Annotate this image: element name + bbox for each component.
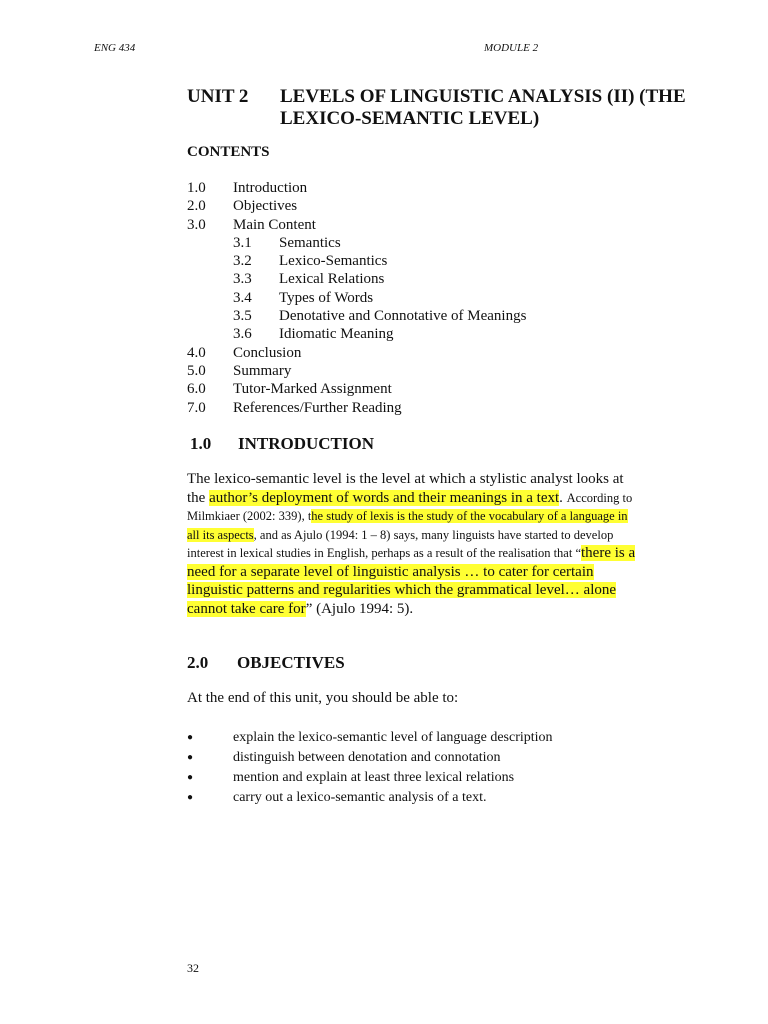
bullet-icon: ●: [187, 752, 194, 763]
toc-subitem: [187, 252, 637, 270]
toc-number: 3.3: [233, 271, 252, 288]
toc-label: Semantics: [279, 234, 341, 251]
toc-label: Lexical Relations: [279, 271, 385, 288]
section-number: 2.0: [187, 653, 209, 672]
toc-item: [187, 197, 637, 215]
highlighted-text: author’s deployment of words and their meanings in a text: [209, 489, 560, 506]
bullet-icon: ●: [187, 772, 194, 783]
toc-label: Conclusion: [233, 344, 302, 361]
toc-number: 1.0: [187, 180, 206, 196]
toc-label: Introduction: [233, 180, 308, 196]
section-title: INTRODUCTION: [238, 434, 375, 453]
table-of-contents: [187, 179, 637, 417]
toc-number: 3.5: [233, 308, 252, 325]
toc-item: [187, 344, 637, 362]
toc-label: References/Further Reading: [233, 399, 402, 416]
toc-subitem: [187, 307, 637, 325]
objectives-lead: At the end of this unit, you should be able to:: [187, 690, 459, 706]
section-number: 1.0: [190, 434, 212, 453]
bullet-icon: ●: [187, 792, 194, 803]
list-item: [187, 768, 667, 788]
intro-text: ” (Ajulo 1994: 5).: [305, 600, 414, 617]
section-title: OBJECTIVES: [237, 653, 345, 672]
objectives-heading: [187, 653, 345, 673]
page-number: 32: [187, 961, 199, 975]
toc-label: Main Content: [233, 216, 316, 233]
toc-subitem: [187, 270, 637, 288]
introduction-paragraph: [187, 470, 643, 618]
bullet-icon: ●: [187, 732, 194, 743]
list-item-text: distinguish between denotation and connotation: [233, 750, 501, 765]
toc-number: 4.0: [187, 344, 206, 361]
toc-label: Summary: [233, 362, 292, 379]
toc-item: [187, 380, 637, 398]
toc-number: 3.4: [233, 289, 252, 306]
toc-label: Tutor-Marked Assignment: [233, 381, 392, 398]
toc-label: Objectives: [233, 198, 298, 215]
list-item: [187, 788, 667, 808]
introduction-heading: [190, 434, 374, 454]
objectives-list: [187, 728, 667, 808]
toc-number: 5.0: [187, 362, 206, 379]
toc-number: 2.0: [187, 198, 206, 215]
toc-subitem: [187, 234, 637, 252]
toc-item: [187, 179, 637, 197]
toc-label: Idiomatic Meaning: [279, 326, 394, 343]
toc-subitem: [187, 289, 637, 307]
list-item-text: explain the lexico-semantic level of language description: [233, 730, 553, 745]
intro-text: The lexico-semantic level is the level at which a stylistic analyst looks at the: [187, 471, 624, 506]
toc-number: 6.0: [187, 381, 206, 398]
toc-number: 7.0: [187, 399, 206, 416]
list-item-text: mention and explain at least three lexical relations: [233, 770, 515, 785]
toc-number: 3.2: [233, 253, 252, 270]
intro-text: , and as Ajulo (1994: 1 – 8) says, many linguists have started to develop interest in lexical studies in English, perhaps as a result of the realisation that “: [187, 527, 614, 560]
toc-number: 3.1: [233, 234, 252, 251]
toc-label: Types of Words: [279, 289, 374, 306]
running-header-module: MODULE 2: [484, 42, 539, 54]
highlighted-text: he study of lexis is the study of the vocabulary of a language in all its aspects: [187, 509, 628, 542]
toc-item: [187, 362, 637, 380]
unit-number: UNIT 2: [187, 86, 249, 107]
toc-item: [187, 216, 637, 234]
unit-title: LEVELS OF LINGUISTIC ANALYSIS (II) (THE LEXICO-SEMANTIC LEVEL): [280, 86, 686, 129]
intro-text: According to Milmkiaer (2002: 339), t: [187, 490, 633, 523]
toc-number: 3.6: [233, 326, 252, 343]
list-item: [187, 728, 667, 748]
toc-label: Denotative and Connotative of Meanings: [279, 308, 527, 325]
toc-item: [187, 399, 637, 417]
intro-text: .: [559, 489, 563, 506]
list-item-text: carry out a lexico-semantic analysis of a text.: [233, 790, 487, 805]
running-header-course: ENG 434: [94, 42, 136, 54]
toc-number: 3.0: [187, 216, 206, 233]
highlighted-text: there is a need for a separate level of linguistic analysis … to cater for certain linguistic patterns and regularities which the grammatical level… alone cannot take care for: [187, 545, 636, 617]
list-item: [187, 748, 667, 768]
contents-heading: CONTENTS: [187, 144, 270, 160]
toc-label: Lexico-Semantics: [279, 253, 388, 270]
toc-subitem: [187, 325, 637, 343]
